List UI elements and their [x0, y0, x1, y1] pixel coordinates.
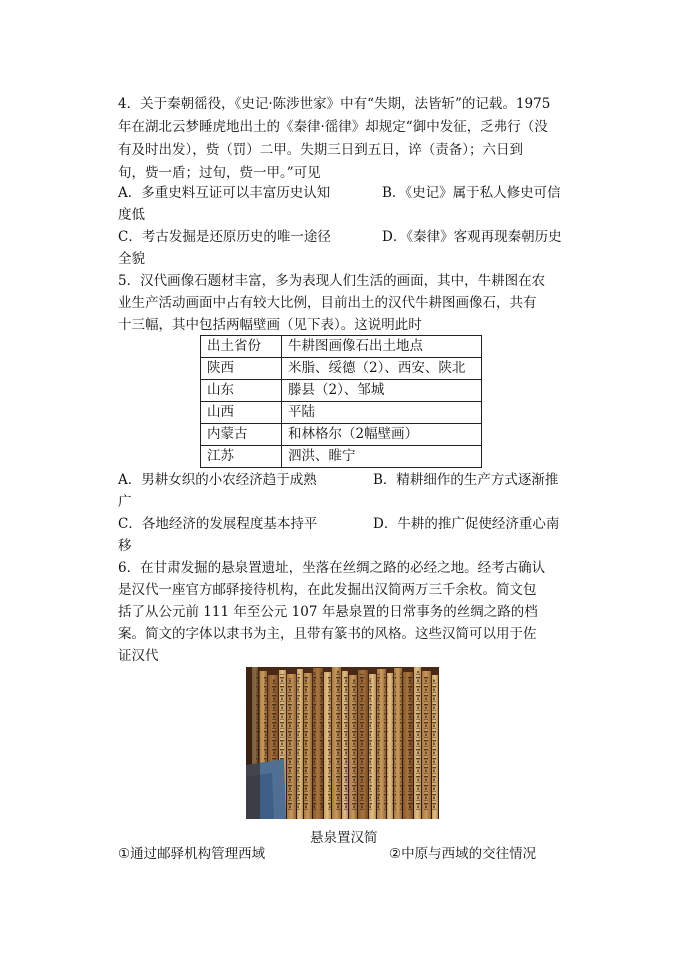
slip-script — [378, 673, 386, 811]
q4-stem-line-1: 4．关于秦朝徭役，《史记·陈涉世家》中有“失期，法皆斩”的记载。1975 — [118, 96, 551, 112]
table-row — [201, 402, 482, 424]
slip-script — [423, 675, 431, 811]
q5-stem-line-1: 5．汉代画像石题材丰富，多为表现人们生活的画面，其中，牛耕图在农 — [118, 273, 546, 289]
slip-script — [388, 677, 393, 811]
slip-script — [305, 677, 312, 811]
table-row — [201, 358, 482, 380]
slip-script — [325, 676, 331, 811]
slip-script — [298, 673, 303, 811]
q4-option-c: C．考古发掘是还原历史的唯一途径 — [118, 229, 331, 245]
table-cell: 米脂、绥德（2）、西安、陕北 — [282, 358, 482, 380]
q6-stem-line-3: 括了从公元前 111 年至公元 107 年悬泉置的日常事务的丝绸之路的档 — [118, 604, 538, 620]
slip-script — [433, 679, 438, 811]
q4-stem-line-4: 旬，赀一盾；过旬，赀一甲。”可见 — [118, 165, 321, 181]
table-cell: 山西 — [201, 402, 282, 424]
table-cell: 和林格尔（2幅壁画） — [282, 424, 482, 446]
q6-stem-line-2: 是汉代一座官方邮驿接待机构，在此发掘出汉简两万三千余枚。简文包 — [118, 582, 537, 598]
bamboo-slips-photo — [246, 667, 439, 819]
q6-stem-line-4: 案。简文的字体以隶书为主，且带有篆书的风格。这些汉简可以用于佐 — [118, 626, 537, 642]
slip-script — [370, 678, 376, 811]
q5-stem-line-2: 业生产活动画面中占有较大比例，目前出土的汉代牛耕图画像石，共有 — [118, 295, 537, 311]
slip-script — [350, 679, 357, 811]
table-header-sites: 牛耕图画像石出土地点 — [282, 336, 482, 358]
ox-plough-table — [200, 335, 482, 468]
table-cell: 内蒙古 — [201, 424, 282, 446]
q5-stem-line-3: 十三幅，其中包括两幅壁画（见下表）。这说明此时 — [118, 317, 422, 333]
q5-option-c: C．各地经济的发展程度基本持平 — [118, 516, 318, 532]
q6-stem-line-1: 6．在甘肃发掘的悬泉置遗址，坐落在丝绸之路的必经之地。经考古确认 — [118, 560, 546, 576]
table-cell: 泗洪、睢宁 — [282, 446, 482, 468]
slip-script — [415, 671, 421, 811]
q5-option-b-wrap: 广 — [118, 494, 132, 510]
slip-script — [333, 671, 341, 811]
q6-stem-line-5: 证汉代 — [118, 648, 159, 664]
slip-script — [395, 672, 402, 811]
q5-option-b: B．精耕细作的生产方式逐渐推 — [373, 472, 559, 488]
q5-option-a: A．男耕女织的小农经济趋于成熟 — [118, 472, 317, 488]
q4-stem-line-3: 有及时出发），赀（罚）二甲。失期三日到五日，谇（责备）；六日到 — [118, 142, 523, 158]
q4-stem-line-2: 年在湖北云梦睡虎地出土的《秦律·徭律》却规定“御中发征，乏弗行（没 — [118, 119, 548, 135]
table-cell: 山东 — [201, 380, 282, 402]
table-cell: 陕西 — [201, 358, 282, 380]
q4-option-d-wrap: 全貌 — [118, 251, 145, 267]
q6-item-2: ②中原与西域的交往情况 — [389, 846, 537, 862]
photo-caption: 悬泉置汉简 — [310, 830, 378, 846]
slip-script — [359, 674, 368, 811]
q4-option-b: B．《史记》属于私人修史可信 — [382, 185, 561, 201]
q4-option-d: D．《秦律》客观再现秦朝历史 — [382, 229, 562, 245]
table-header-province: 出土省份 — [201, 336, 282, 358]
table-row — [201, 424, 482, 446]
table-cell: 滕县（2）、邹城 — [282, 380, 482, 402]
q4-option-a: A．多重史料互证可以丰富历史认知 — [118, 185, 331, 201]
slip-script — [314, 672, 323, 811]
slip-script — [404, 676, 413, 811]
table-row — [201, 380, 482, 402]
slip-script — [343, 675, 348, 811]
bamboo-slips-image — [246, 667, 439, 819]
table-row — [201, 446, 482, 468]
slip-script — [288, 678, 296, 811]
table-cell: 江苏 — [201, 446, 282, 468]
table-cell: 平陆 — [282, 402, 482, 424]
q5-option-d: D．牛耕的推广促使经济重心南 — [373, 516, 560, 532]
q6-item-1: ①通过邮驿机构管理西域 — [118, 846, 266, 862]
table-header-row — [201, 336, 482, 358]
q4-option-b-wrap: 度低 — [118, 207, 145, 223]
q5-option-d-wrap: 移 — [118, 538, 132, 554]
